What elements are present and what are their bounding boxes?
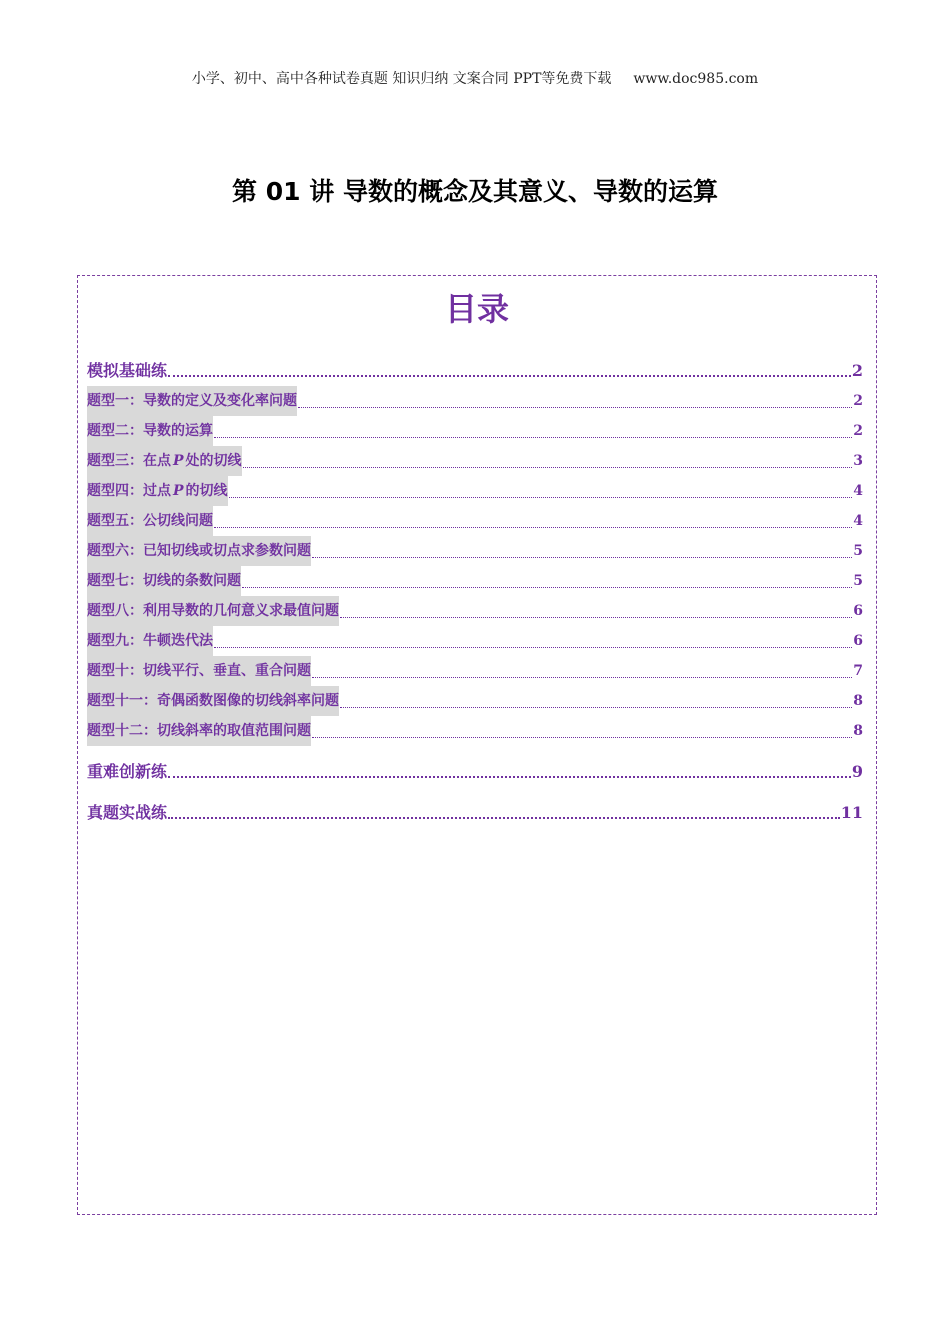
toc-entry-page: 9 bbox=[851, 762, 863, 781]
toc-leader-dots bbox=[242, 586, 852, 588]
toc-entry-label: 题型五：公切线问题 bbox=[87, 506, 213, 536]
toc-entry-label bbox=[87, 446, 242, 476]
toc-entry-page: 5 bbox=[853, 573, 863, 589]
toc-entry-label: 模拟基础练 bbox=[87, 361, 168, 380]
toc-entry-type-7[interactable] bbox=[87, 566, 863, 596]
toc-entry-page: 2 bbox=[853, 423, 863, 439]
toc-leader-dots bbox=[340, 616, 852, 618]
toc-list bbox=[87, 356, 863, 828]
toc-leader-dots bbox=[312, 736, 852, 738]
toc-entry-page: 11 bbox=[840, 803, 863, 822]
toc-leader-dots bbox=[312, 556, 852, 558]
toc-entry-page: 5 bbox=[853, 543, 863, 559]
toc-entry-label-post: 的切线 bbox=[185, 483, 228, 499]
toc-entry-label-var: P bbox=[173, 483, 184, 499]
toc-entry-type-10[interactable] bbox=[87, 656, 863, 686]
document-title: 第 01 讲 导数的概念及其意义、导数的运算 bbox=[232, 177, 718, 206]
toc-leader-dots bbox=[243, 466, 853, 468]
toc-entry-label: 题型十一：奇偶函数图像的切线斜率问题 bbox=[87, 686, 339, 716]
toc-entry-page: 2 bbox=[851, 361, 863, 380]
toc-entry-page: 3 bbox=[853, 453, 863, 469]
toc-entry-label-post: 处的切线 bbox=[185, 453, 242, 469]
toc-entry-page: 7 bbox=[853, 663, 863, 679]
toc-entry-page: 4 bbox=[853, 513, 863, 529]
toc-leader-dots bbox=[214, 526, 852, 528]
toc-entry-page: 4 bbox=[853, 483, 863, 499]
toc-entry-label: 题型七：切线的条数问题 bbox=[87, 566, 241, 596]
toc-entry-type-3[interactable] bbox=[87, 446, 863, 476]
toc-entry-type-5[interactable] bbox=[87, 506, 863, 536]
toc-entry-type-1[interactable] bbox=[87, 386, 863, 416]
toc-entry-type-2[interactable] bbox=[87, 416, 863, 446]
toc-entry-basic-practice[interactable] bbox=[87, 356, 863, 386]
toc-entry-type-11[interactable] bbox=[87, 686, 863, 716]
toc-entry-label: 真题实战练 bbox=[87, 803, 168, 822]
toc-entry-page: 8 bbox=[853, 723, 863, 739]
toc-entry-label-var: P bbox=[173, 453, 184, 469]
toc-entry-label: 重难创新练 bbox=[87, 762, 168, 781]
toc-entry-type-9[interactable] bbox=[87, 626, 863, 656]
toc-entry-advanced-practice[interactable] bbox=[87, 757, 863, 787]
toc-leader-dots bbox=[214, 646, 852, 648]
toc-leader-dots bbox=[312, 676, 852, 678]
toc-heading: 目录 bbox=[444, 290, 509, 328]
toc-leader-dots bbox=[214, 436, 852, 438]
toc-entry-label-pre: 题型四：过点 bbox=[87, 483, 171, 499]
toc-entry-page: 8 bbox=[853, 693, 863, 709]
toc-leader-dots bbox=[168, 374, 851, 377]
toc-entry-real-exam-practice[interactable] bbox=[87, 798, 863, 828]
toc-entry-label: 题型十二：切线斜率的取值范围问题 bbox=[87, 716, 311, 746]
toc-entry-label: 题型二：导数的运算 bbox=[87, 416, 213, 446]
toc-entry-label: 题型六：已知切线或切点求参数问题 bbox=[87, 536, 311, 566]
toc-entry-type-8[interactable] bbox=[87, 596, 863, 626]
toc-entry-page: 2 bbox=[853, 393, 863, 409]
toc-entry-label: 题型八：利用导数的几何意义求最值问题 bbox=[87, 596, 339, 626]
toc-leader-dots bbox=[168, 816, 840, 819]
toc-entry-page: 6 bbox=[853, 603, 863, 619]
toc-entry-label: 题型一：导数的定义及变化率问题 bbox=[87, 386, 297, 416]
toc-leader-dots bbox=[340, 706, 852, 708]
toc-entry-label: 题型十：切线平行、垂直、重合问题 bbox=[87, 656, 311, 686]
header-url[interactable]: www.doc985.com bbox=[633, 71, 759, 87]
toc-entry-type-6[interactable] bbox=[87, 536, 863, 566]
toc-leader-dots bbox=[229, 496, 853, 498]
toc-entry-page: 6 bbox=[853, 633, 863, 649]
table-of-contents bbox=[77, 275, 877, 1215]
toc-entry-type-4[interactable] bbox=[87, 476, 863, 506]
toc-entry-label: 题型九：牛顿迭代法 bbox=[87, 626, 213, 656]
header-text: 小学、初中、高中各种试卷真题 知识归纳 文案合同 PPT等免费下载 bbox=[191, 71, 612, 87]
toc-entry-label bbox=[87, 476, 228, 506]
toc-entry-type-12[interactable] bbox=[87, 716, 863, 746]
toc-leader-dots bbox=[298, 406, 852, 408]
toc-leader-dots bbox=[168, 775, 851, 778]
toc-entry-label-pre: 题型三：在点 bbox=[87, 453, 171, 469]
page-header bbox=[0, 68, 950, 88]
